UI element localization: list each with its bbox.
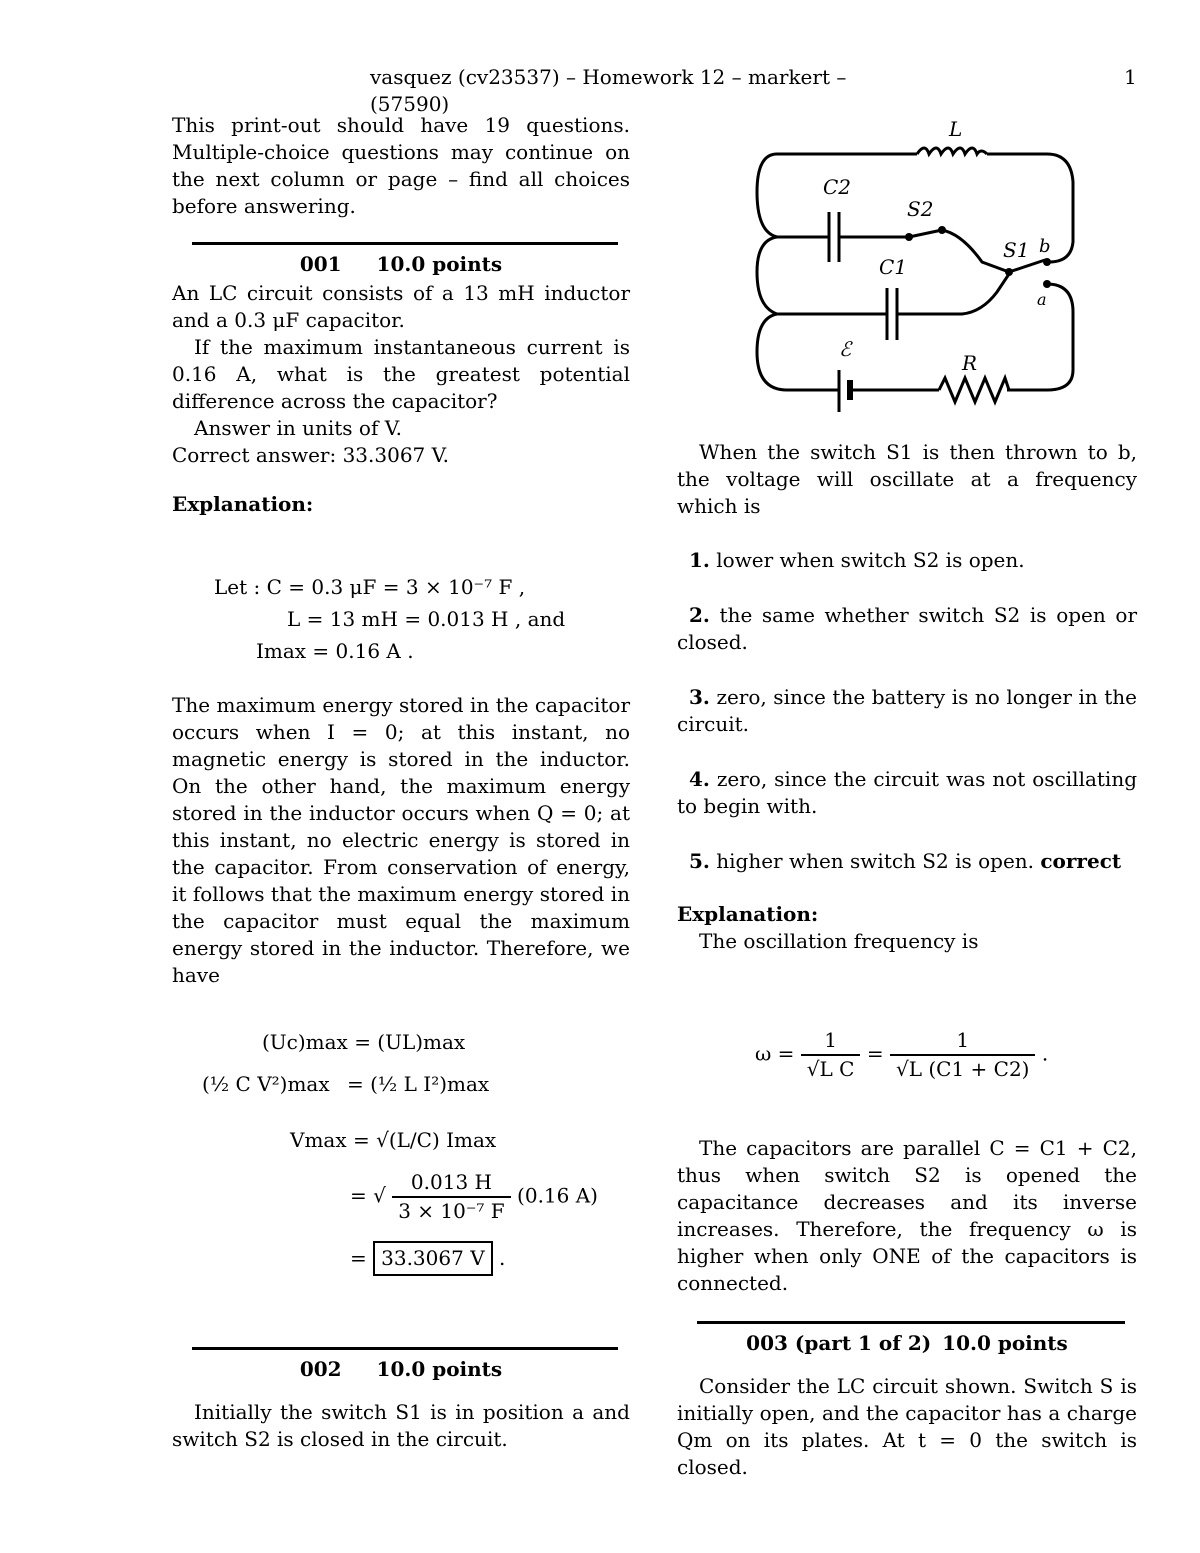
label-L: L xyxy=(949,117,963,141)
circuit-wires xyxy=(757,148,1073,412)
question-number: 002 xyxy=(299,1357,342,1381)
header-title: vasquez (cv23537) – Homework 12 – markert – (57590) xyxy=(370,65,847,116)
switch-s2 xyxy=(909,230,942,237)
eq-energy-left: (½ C V²)max xyxy=(202,1072,330,1096)
omega-fraction-2: $\frac{1}{√L (C1 + C2)}$ xyxy=(890,1027,1036,1083)
q1-explanation-label: Explanation: xyxy=(172,492,314,516)
s1-pivot xyxy=(1005,268,1013,276)
right-column xyxy=(677,112,1137,1481)
answer-choices xyxy=(677,547,1137,875)
question-divider xyxy=(192,242,618,245)
resistor xyxy=(939,378,1009,402)
question-number: 001 xyxy=(299,252,342,276)
question-points: 10.0 points xyxy=(376,1357,503,1381)
s1-contact-a xyxy=(1043,280,1051,288)
wire-c1-branch xyxy=(777,274,1009,314)
let-equations xyxy=(172,574,630,670)
capacitor-c1 xyxy=(887,288,897,340)
wire-left-loop-3 xyxy=(757,314,787,390)
let-line-2: L = 13 mH = 0.013 H , and xyxy=(287,607,566,631)
question-header-003 xyxy=(677,1330,1137,1357)
label-b: b xyxy=(1039,236,1051,257)
result-box: 33.3067 V xyxy=(373,1241,493,1276)
omega-equation: ω = $\frac{1}{\text{√L C}}$ = $\frac{1}{√L (C1 + C2)}$ . xyxy=(755,1028,1049,1081)
q1-explanation-text: The maximum energy stored in the capacitor occurs when I = 0; at this instant, no magnetic energy is stored in the inductor. On the other hand, the maximum energy stored in the inductor occurs when Q = 0; at this instant, no electric energy is stored in the capacitor. From conservation of energy, it follows that the maximum energy stored in the capacitor must equal the maximum energy stored in the inductor. Therefore, we have xyxy=(172,693,630,987)
q2-explanation-text: The capacitors are parallel C = C1 + C2, thus when switch S2 is opened the capacitance decreases and its inverse increases. Therefore, the frequency ω is higher when only ONE of the capacitors is connected. xyxy=(677,1136,1137,1295)
wire-top-right xyxy=(987,154,1073,262)
battery-short-plate xyxy=(847,380,853,400)
q1-units: Answer in units of V. xyxy=(194,416,403,440)
label-a: a xyxy=(1037,290,1047,309)
omega-lhs: ω = xyxy=(755,1041,795,1066)
capacitor-c2 xyxy=(829,212,839,262)
q2-question: When the switch S1 is then thrown to b, the voltage will oscillate at a frequency which is xyxy=(677,440,1137,518)
eq-sub-tail: (0.16 A) xyxy=(517,1183,598,1208)
let-line-1: Let : C = 0.3 μF = 3 × 10⁻⁷ F , xyxy=(214,575,526,599)
left-column xyxy=(172,112,630,1453)
choice-5: 5. higher when switch S2 is open. correct xyxy=(689,849,1122,873)
label-S1: S1 xyxy=(1003,238,1030,262)
eq-sub-denominator: 3 × 10⁻⁷ F xyxy=(398,1199,505,1223)
intro-text: This print-out should have 19 questions. Multiple-choice questions may continue on the next column or page – find all choices before answering. xyxy=(172,113,630,218)
choice-1: 1. lower when switch S2 is open. xyxy=(689,548,1025,572)
s1-contact-b xyxy=(1043,258,1051,266)
label-emf: ℰ xyxy=(839,337,852,361)
label-S2: S2 xyxy=(907,197,934,221)
q2-text: Initially the switch S1 is in position a and switch S2 is closed in the circuit. xyxy=(172,1400,630,1451)
question-points: 10.0 points xyxy=(376,252,503,276)
omega-fraction-1: $\frac{1}{\text{√L C}}$ xyxy=(801,1027,861,1083)
s2-contact-right xyxy=(938,226,946,234)
q3-text: Consider the LC circuit shown. Switch S is initially open, and the capacitor has a charge Qm on its plates. At t = 0 the switch is closed. xyxy=(677,1374,1137,1479)
eq-result-row: = 33.3067 V . xyxy=(350,1241,505,1276)
label-R: R xyxy=(962,351,978,375)
energy-equations xyxy=(172,1009,630,1329)
wire-left-loop-2 xyxy=(757,237,777,314)
question-divider xyxy=(697,1321,1125,1324)
question-points: 10.0 points xyxy=(942,1331,1068,1355)
question-number: 003 (part 1 of 2) xyxy=(746,1331,932,1355)
let-line-3: Imax = 0.16 A . xyxy=(256,639,414,663)
choice-2: 2. the same whether switch S2 is open or closed. xyxy=(677,603,1137,654)
choice-3: 3. zero, since the battery is no longer in the circuit. xyxy=(677,685,1138,736)
inductor xyxy=(917,148,987,154)
circuit-diagram xyxy=(677,112,1137,432)
eq-vmax: Vmax = √(L/C) Imax xyxy=(290,1128,497,1152)
q1-correct-answer: Correct answer: 33.3067 V. xyxy=(172,443,449,467)
choice-4: 4. zero, since the circuit was not oscillating to begin with. xyxy=(677,767,1137,818)
q1-text2: If the maximum instantaneous current is 0.16 A, what is the greatest potential difference across the capacitor? xyxy=(172,335,630,413)
correct-mark: correct xyxy=(1040,849,1122,873)
wire-s2-to-s1 xyxy=(942,230,1009,272)
s2-contact-left xyxy=(905,233,913,241)
eq-energy-right: = (½ L I²)max xyxy=(347,1072,490,1096)
eq-sub-fraction xyxy=(392,1169,510,1225)
q2-explanation-label: Explanation: xyxy=(677,902,819,926)
eq-energy-equal: (Uc)max = (UL)max xyxy=(262,1030,466,1054)
question-header-001 xyxy=(172,251,630,278)
q1-text1: An LC circuit consists of a 13 mH inductor and a 0.3 μF capacitor. xyxy=(172,281,630,332)
wire-left-loop-1 xyxy=(757,154,777,237)
question-header-002 xyxy=(172,1356,630,1383)
label-C1: C1 xyxy=(879,255,908,279)
eq-sub-numerator: 0.013 H xyxy=(392,1169,510,1198)
question-divider xyxy=(192,1347,618,1350)
q2-explanation-intro: The oscillation frequency is xyxy=(699,929,979,953)
label-C2: C2 xyxy=(823,175,852,199)
page-number: 1 xyxy=(1124,65,1137,89)
eq-substitution: = √ $\frac{0.013 H}{\text{3 × 10⁻⁷ F}}$ (0.16 A) xyxy=(350,1170,598,1223)
